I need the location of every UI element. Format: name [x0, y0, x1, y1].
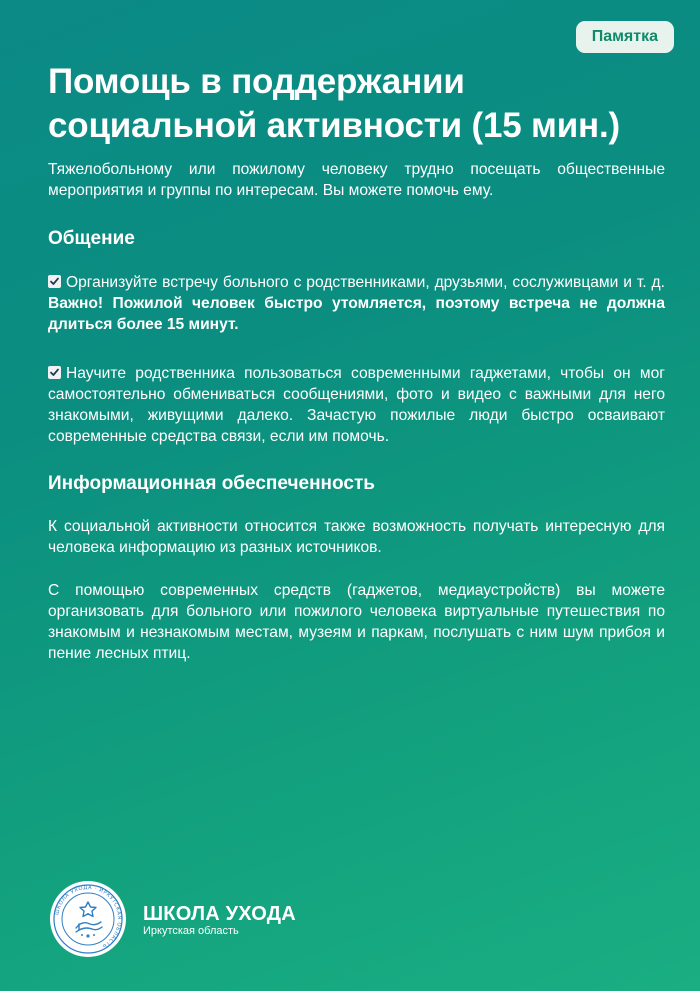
memo-content: [48, 159, 665, 664]
information-paragraph-2: С помощью современных средств (гаджетов, медиаустройств) вы можете организовать для больного или пожилого человека виртуальные путешествия по знакомым и незнакомым местам, музеям и паркам, послушать с ним шум прибоя и пение лесных птиц.: [48, 582, 665, 662]
intro-paragraph: Тяжелобольному или пожилому человеку трудно посещать общественные мероприятия и группы по интересам. Вы можете помочь ему.: [48, 161, 665, 199]
gadgets-text: Научите родственника пользоваться современными гаджетами, чтобы он мог самостоятельно обмениваться сообщениями, фото и видео с важными для него знакомыми, живущими далеко. Зачастую пожилые люди быстро осваивают современные средства связи, если им помочь.: [48, 365, 665, 445]
meeting-text: Организуйте встречу больного с родственниками, друзьями, сослуживцами и т. д.: [66, 274, 665, 291]
school-of-care-emblem-icon: [49, 880, 127, 958]
information-paragraph-1: К социальной активности относится также возможность получать интересную для человека информацию из разных источников.: [48, 518, 665, 556]
footer-org-name: ШКОЛА УХОДА: [143, 903, 296, 925]
page-title: Помощь в поддержании социальной активности (15 мин.): [48, 62, 620, 145]
meeting-warning: Важно! Пожилой человек быстро утомляется, поэтому встреча не должна длиться более 15 минут.: [48, 295, 665, 333]
section-heading-information: Информационная обеспеченность: [48, 473, 375, 494]
memo-badge: Памятка: [576, 21, 674, 53]
communication-item-meeting: [48, 272, 665, 335]
footer-branding: [49, 880, 349, 962]
checkmark-icon: [48, 366, 61, 379]
footer-region: Иркутская область: [143, 925, 239, 937]
communication-item-gadgets: [48, 363, 665, 447]
section-heading-communication: Общение: [48, 228, 135, 249]
checkmark-icon: [48, 275, 61, 288]
logo-ring-text: ШКОЛА УХОДА · ИРКУТСКАЯ ОБЛАСТЬ: [54, 884, 123, 950]
